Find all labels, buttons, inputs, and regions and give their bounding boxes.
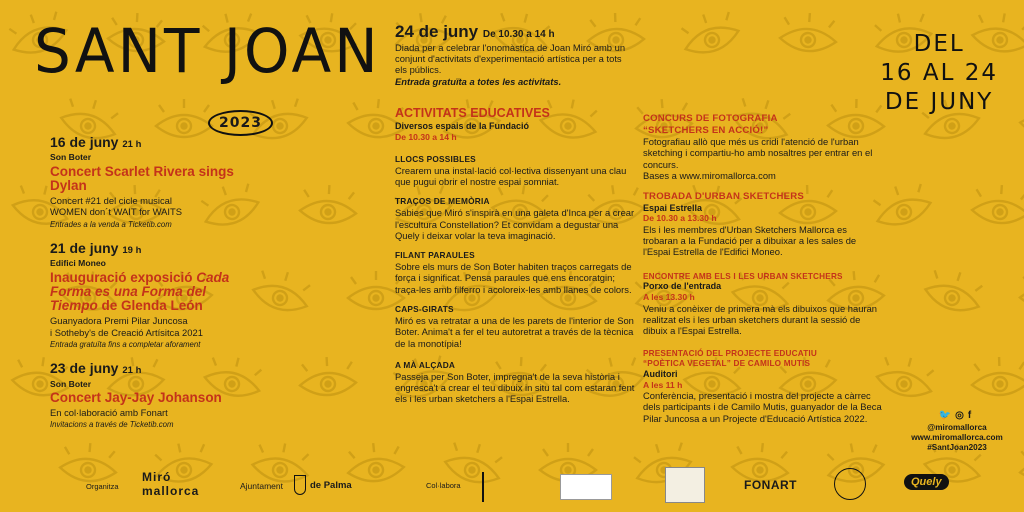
meetup-place: Espai Estrella (643, 202, 703, 213)
event-note: Invitacions a través de Ticketib.com (50, 420, 174, 430)
intro-text: Diada per a celebrar l'onomàstica de Joan Miró amb un conjunt d'activitats d'experimentació artística per a tots els públics. (395, 41, 626, 76)
event-note: Entrada gratuïta fins a completar aforament (50, 339, 201, 349)
event-21-june (50, 241, 255, 349)
day-heading: 24 de juny (395, 22, 479, 41)
section-heading: ACTIVITATS EDUCATIVES (395, 105, 550, 120)
event-title-part: de Glenda León (97, 298, 203, 314)
event-desc: WOMEN don´t WAIT for WAITS (50, 206, 182, 218)
event-desc: En col·laboració amb Fonart (50, 407, 168, 419)
event-day: 23 de juny (50, 360, 119, 377)
activity-heading: CAPS-GIRATS (395, 304, 454, 315)
fonart-logo: FONART (744, 478, 797, 492)
page-title: SANT JOAN (34, 15, 381, 87)
date-line-2: 16 AL 24 (880, 59, 998, 86)
encounter-text: Veniu a conèixer de primera mà els dibuixos que hauran realitzat els i les urban sketchers durant la sessió de dibuix a l'Espai Estrella. (643, 302, 877, 337)
date-line-1: DEL (913, 31, 965, 57)
hashtag: #SantJoan2023 (927, 443, 987, 452)
event-hour: 21 h (122, 365, 142, 377)
event-23-june (50, 361, 255, 430)
activity-text: Crearem una instal·lació col·lectiva dissenyant una clau que pugui obrir el nostre espai somniat. (395, 164, 627, 188)
date-range (880, 30, 998, 116)
section-place: Diversos espais de la Fundació (395, 120, 530, 131)
event-desc: Guanyadora Premi Pilar Juncosa (50, 315, 188, 327)
event-title: Concert Jay-Jay Johanson (50, 389, 222, 405)
palma-label: de Palma (310, 480, 352, 491)
govern-logo (482, 472, 516, 502)
exhibition-name: Cada Forma es una Forma del Tiempo (50, 269, 230, 314)
meetup-heading: TROBADA D'URBAN SKETCHERS (643, 191, 804, 203)
activity-text: Passeja per Son Boter, impregna't de la seva història i engresca't a crear el teu dibuix in situ tal com estaran fent els i les urban sketchers a l'Espai Estrella. (395, 370, 635, 405)
meetup-time: De 10.30 a 13.30 h (643, 213, 717, 224)
section-time: De 10.30 a 14 h (395, 131, 457, 142)
presentation-place: Auditori (643, 369, 678, 380)
presentation-time: A les 11 h (643, 379, 683, 390)
social-handle[interactable]: @miromallorca (927, 422, 987, 432)
miro-mallorca-logo: Miró mallorca (142, 470, 200, 499)
collaborator-label: Col·labora (426, 481, 461, 490)
social-block (902, 410, 1012, 453)
event-desc: Concert #21 del cicle musical (50, 195, 172, 207)
urban-sketchers-column (643, 113, 883, 424)
event-desc: i Sotheby's de Creació Artísitca 2021 (50, 326, 203, 338)
seal-logo (834, 468, 866, 500)
encounter-time: A les 13.30 h (643, 292, 695, 303)
event-place: Son Boter (50, 152, 92, 163)
event-title-part: Inauguració exposició (50, 269, 197, 285)
meetup-text: Els i les membres d'Urban Sketchers Mallorca es trobaran a la Fundació per a dibuixar a les sales de l'Espai Estrella de l'Edifici Moneo. (643, 223, 857, 258)
sponsors-footer (0, 462, 1024, 512)
event-hour: 21 h (122, 139, 142, 150)
event-title: Concert Scarlet Rivera sings Dylan (50, 163, 234, 193)
event-hour: 19 h (122, 245, 142, 256)
day-hours: De 10.30 a 14 h (482, 29, 555, 40)
event-16-june (50, 135, 255, 229)
activity-heading: A MÀ ALÇADA (395, 359, 456, 370)
event-place: Son Boter (50, 378, 92, 389)
event-day: 21 de juny (50, 240, 119, 256)
activity-heading: LLOCS POSSIBLES (395, 153, 476, 164)
activity-heading: TRAÇOS DE MEMÒRIA (395, 196, 490, 207)
contest-link[interactable]: Bases a www.miromallorca.com (643, 169, 776, 181)
ministry-logo (560, 474, 612, 500)
contest-text: Fotografiau allò que més us cridi l'atenció de l'urban sketching i compartiu-ho amb nosaltres per entrar en el concurs. (643, 136, 873, 170)
coat-of-arms-icon (294, 475, 306, 495)
event-title (50, 271, 255, 314)
quely-logo: Quely (904, 474, 949, 490)
activity-text: Sobre els murs de Son Boter habiten traços carregats de força i significat. Pensa paraules que ens encoratgin; traça-les amb filferro i acoloreix-les amb llanes de colors. (395, 261, 632, 295)
date-line-3: DE JUNY (884, 88, 994, 115)
activity-heading: FILANT PARAULES (395, 250, 475, 261)
activity-text: Miró es va retratar a una de les parets de l'interior de Son Boter. Anima't a fer el teu autoretrat a través de la tècnica de la monotípia! (395, 314, 634, 349)
presentation-heading: “POÈTICA VEGETAL” DE CAMILO MUTIS (643, 359, 811, 369)
encounter-heading: ENCONTRE AMB ELS I LES URBAN SKETCHERS (643, 271, 843, 281)
event-note: Entrades a la venda a Ticketib.com (50, 219, 172, 229)
year-badge: 2023 (208, 110, 273, 136)
event-place: Edifici Moneo (50, 258, 106, 269)
urban-sketchers-logo (665, 467, 705, 503)
ajuntament-label: Ajuntament (240, 481, 283, 491)
encounter-place: Porxo de l'entrada (643, 281, 722, 292)
free-entry-note: Entrada gratuïta a totes les activitats. (395, 75, 562, 87)
website-link[interactable]: www.miromallorca.com (911, 432, 1003, 442)
contest-heading: CONCURS DE FOTOGRAFIA (643, 113, 778, 124)
activity-text: Sabies que Miró s'inspirà en una galeta d'Inca per a crear l'escultura Constellation? Et convidam a degustar una Quely i deixar volar la teva imaginació. (395, 207, 635, 241)
presentation-heading: PRESENTACIÓ DEL PROJECTE EDUCATIU (643, 349, 818, 359)
social-icons[interactable]: 🐦◎f (938, 410, 976, 421)
events-column (50, 135, 255, 430)
june-24-column (395, 23, 635, 405)
event-day: 16 de juny (50, 134, 119, 150)
presentation-text: Conferència, presentació i mostra del projecte a càrrec dels participants i de Camilo Mutis, guanyador de la Beca Pilar Juncosa a un Projecte d'Educació Artística 2022. (643, 390, 882, 424)
contest-heading: “SKETCHERS EN ACCIÓ!” (643, 124, 769, 136)
organizer-label: Organitza (86, 482, 119, 491)
